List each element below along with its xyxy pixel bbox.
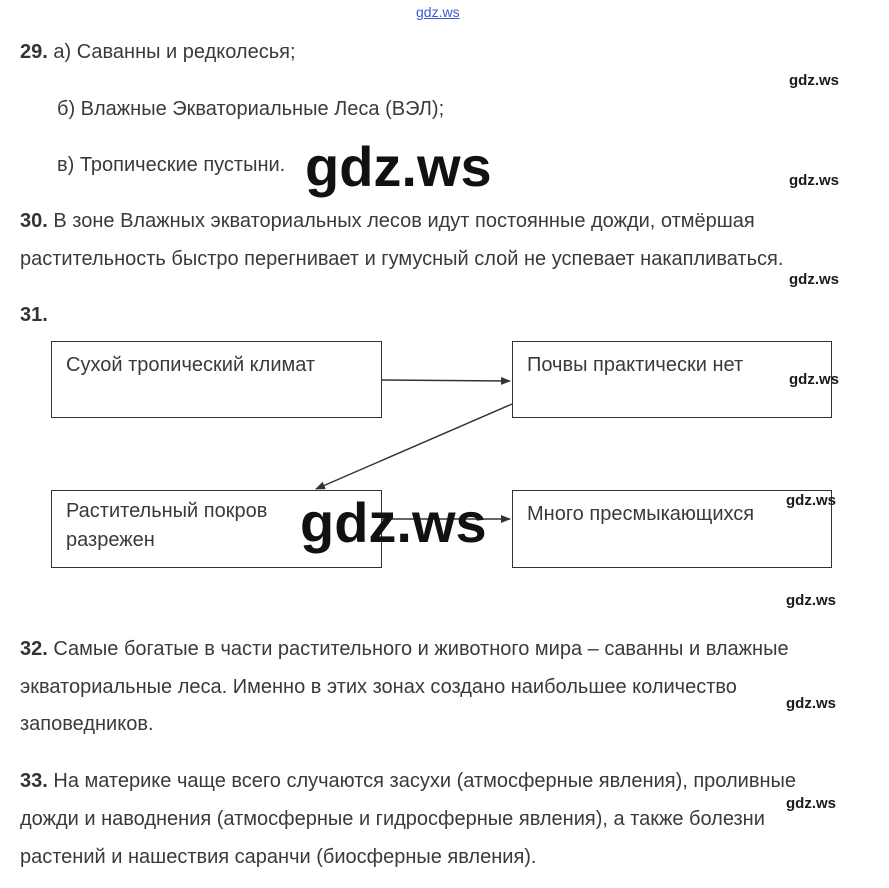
- answer-33-line-2: дожди и наводнения (атмосферные и гидросферные явления), а также болезни: [20, 808, 765, 830]
- answer-33-line-3: растений и нашествия саранчи (биосферные явления).: [20, 846, 537, 868]
- answer-32-line-2: экваториальные леса. Именно в этих зонах создано наибольшее количество: [20, 676, 737, 698]
- watermark-big: gdz.ws: [300, 491, 487, 554]
- watermark-small: gdz.ws: [789, 371, 840, 388]
- answer-29-number: 29.: [20, 41, 48, 63]
- answer-29-item-a: а) Саванны и редколесья;: [53, 41, 296, 63]
- watermark-small: gdz.ws: [786, 592, 837, 609]
- answer-33-line-1: [20, 769, 796, 793]
- answer-30-line-2: растительность быстро перегнивает и гумусный слой не успевает накапливаться.: [20, 248, 784, 270]
- answer-30-text-1: В зоне Влажных экваториальных лесов идут постоянные дожди, отмёршая: [53, 210, 755, 232]
- box-dry-tropical-climate-label: Сухой тропический климат: [66, 354, 316, 376]
- box-sparse-vegetation-line-1: Растительный покров: [66, 500, 268, 522]
- watermark-small: gdz.ws: [786, 795, 837, 812]
- watermark-small: gdz.ws: [789, 172, 840, 189]
- answer-32-text-1: Самые богатые в части растительного и животного мира – саванны и влажные: [53, 638, 789, 660]
- answer-33-text-1: На материке чаще всего случаются засухи (атмосферные явления), проливные: [53, 770, 797, 792]
- watermark-small: gdz.ws: [789, 271, 840, 288]
- box-many-reptiles-label: Много пресмыкающихся: [527, 503, 755, 525]
- arrow-climate-to-soil: [382, 380, 510, 381]
- answer-29-item-b: б) Влажные Экваториальные Леса (ВЭЛ);: [57, 98, 445, 120]
- watermark-small: gdz.ws: [789, 72, 840, 89]
- answer-29-item-c: в) Тропические пустыни.: [57, 154, 286, 176]
- watermark-big: gdz.ws: [305, 135, 492, 198]
- answer-31-number: 31.: [20, 304, 48, 326]
- box-sparse-vegetation-line-2: разрежен: [66, 529, 155, 551]
- answer-30-number: 30.: [20, 210, 48, 232]
- answer-32-line-3: заповедников.: [20, 713, 154, 735]
- watermark-small: gdz.ws: [786, 492, 837, 509]
- arrow-soil-to-vegetation: [316, 404, 512, 489]
- watermark-top-link[interactable]: gdz.ws: [416, 4, 460, 20]
- watermark-small: gdz.ws: [786, 695, 837, 712]
- box-almost-no-soil-label: Почвы практически нет: [527, 354, 744, 376]
- answer-32-line-1: [20, 637, 789, 661]
- answer-33-number: 33.: [20, 770, 48, 792]
- answer-32-number: 32.: [20, 638, 48, 660]
